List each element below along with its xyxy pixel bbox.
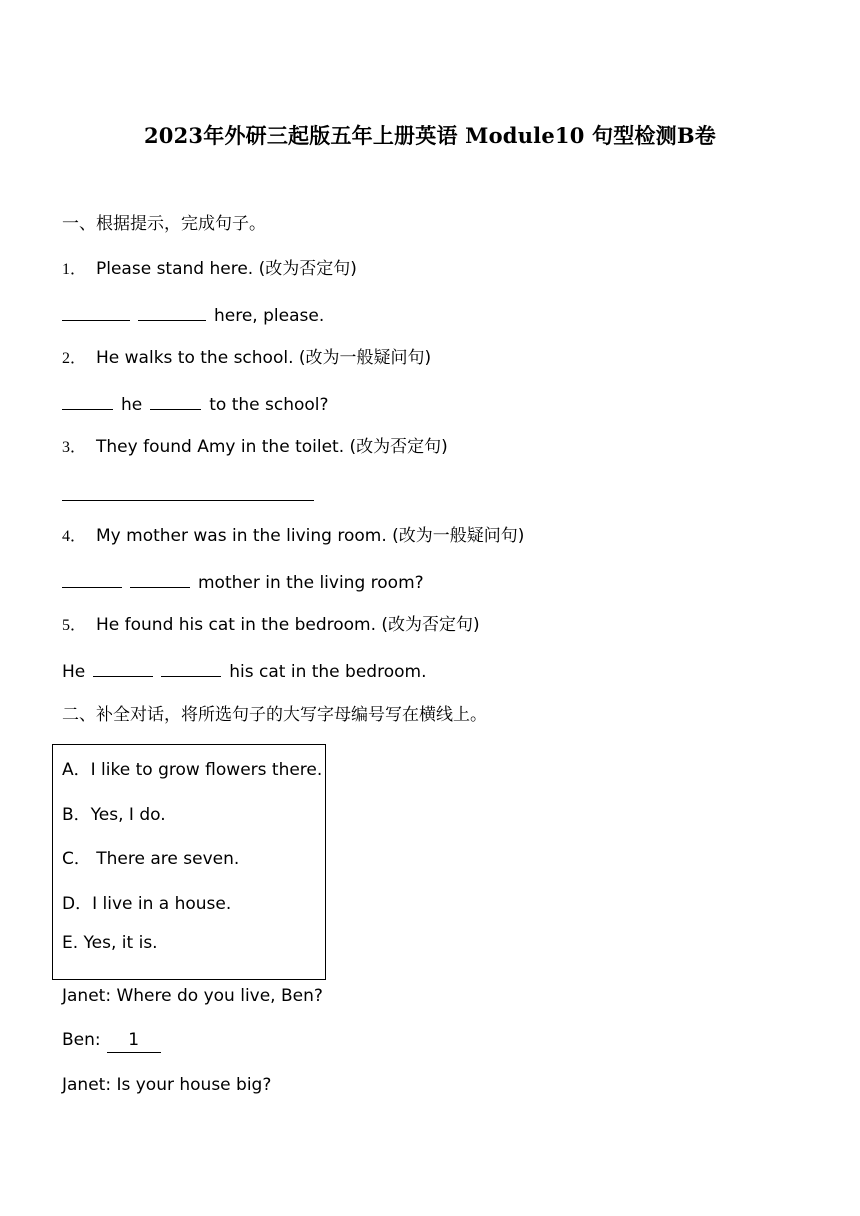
dialogue-line-3: Janet: Is your house big? [62, 1075, 272, 1095]
answer-tail-text: to the school? [209, 395, 329, 415]
question-text: Please stand here. (改为否定句) [96, 259, 357, 279]
answer-head-text: He [62, 662, 86, 682]
question-number: 3． [62, 439, 87, 456]
question-5 [62, 613, 480, 638]
answer-blank[interactable] [93, 658, 153, 677]
question-2 [62, 346, 431, 371]
option-e: E. Yes, it is. [62, 933, 158, 953]
section-1-heading: 一、根据提示，完成句子。 [62, 214, 266, 234]
options-box [52, 744, 326, 980]
answer-blank[interactable] [150, 391, 201, 410]
question-text: They found Amy in the toilet. (改为否定句) [96, 437, 448, 457]
dialogue-line-2 [62, 1028, 161, 1053]
option-d: D．I live in a house. [62, 894, 232, 914]
answer-line-2 [62, 391, 329, 417]
option-b: B．Yes, I do. [62, 805, 166, 825]
question-number: 1． [62, 261, 87, 278]
answer-line-1 [62, 302, 324, 328]
section-2-heading: 二、补全对话，将所选句子的大写字母编号写在横线上。 [62, 705, 487, 725]
question-4 [62, 524, 524, 549]
option-a: A．I like to grow flowers there. [62, 760, 323, 780]
question-1 [62, 257, 357, 282]
answer-line-5 [62, 658, 426, 684]
answer-mid-text: he [121, 395, 143, 415]
question-number: 2． [62, 350, 87, 367]
answer-line-4 [62, 569, 424, 595]
answer-blank[interactable] [62, 302, 130, 321]
question-text: He found his cat in the bedroom. (改为否定句) [96, 615, 480, 635]
answer-blank[interactable] [130, 569, 190, 588]
answer-blank-long[interactable] [62, 500, 314, 501]
question-number: 4． [62, 528, 87, 545]
question-text: My mother was in the living room. (改为一般疑问句) [96, 526, 525, 546]
answer-blank[interactable] [62, 391, 113, 410]
question-number: 5． [62, 617, 87, 634]
answer-blank[interactable] [62, 569, 122, 588]
question-text: He walks to the school. (改为一般疑问句) [96, 348, 432, 368]
answer-blank-1[interactable]: 1 [107, 1028, 161, 1053]
dialogue-line-1: Janet: Where do you live, Ben? [62, 986, 323, 1006]
answer-tail-text: his cat in the bedroom. [229, 662, 427, 682]
page-title: 2023年外研三起版五年上册英语 Module10 句型检测B卷 [144, 123, 716, 148]
answer-tail-text: mother in the living room? [198, 573, 424, 593]
answer-blank[interactable] [138, 302, 206, 321]
answer-blank[interactable] [161, 658, 221, 677]
option-c: C． There are seven. [62, 849, 240, 869]
speaker-label: Ben: [62, 1030, 101, 1050]
question-3 [62, 435, 448, 460]
answer-tail-text: here, please. [214, 306, 325, 326]
